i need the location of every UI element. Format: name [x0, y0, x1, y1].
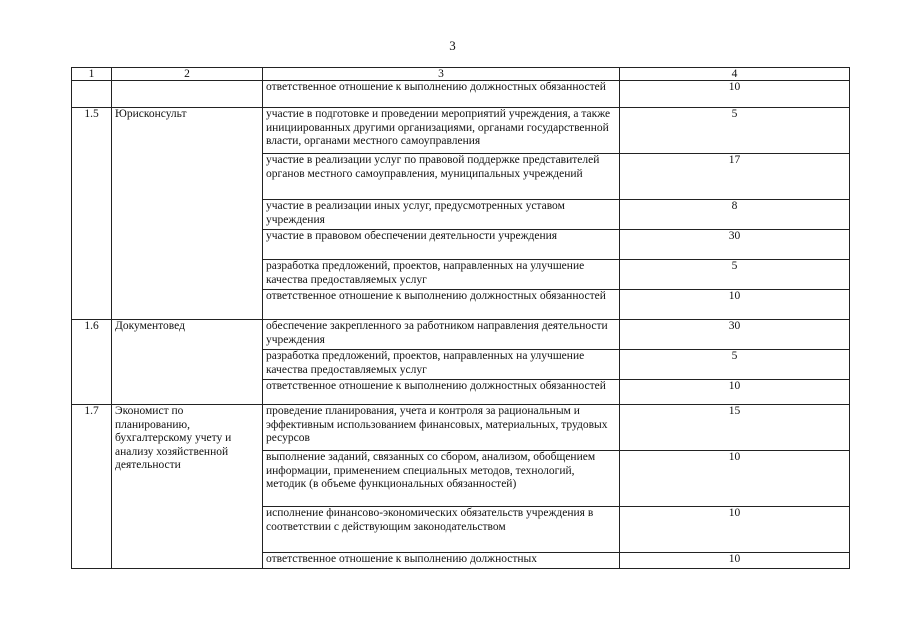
- criterion-text: разработка предложений, проектов, направленных на улучшение качества предоставляемых услуг: [263, 260, 620, 290]
- points-value: 10: [620, 290, 850, 320]
- header-col-2: 2: [112, 68, 263, 81]
- criterion-text: участие в реализации иных услуг, предусмотренных уставом учреждения: [263, 200, 620, 230]
- table-row: [72, 81, 850, 108]
- position-name: Юрисконсульт: [112, 108, 263, 320]
- points-value: 30: [620, 320, 850, 350]
- points-value: 10: [620, 81, 850, 108]
- criterion-text: исполнение финансово-экономических обязательств учреждения в соответствии с действующим законодательством: [263, 507, 620, 553]
- item-number: 1.6: [72, 320, 112, 405]
- position-name: Документовед: [112, 320, 263, 405]
- item-number: 1.7: [72, 405, 112, 569]
- points-value: 10: [620, 451, 850, 507]
- item-number: [72, 81, 112, 108]
- points-value: 15: [620, 405, 850, 451]
- item-number: 1.5: [72, 108, 112, 320]
- criterion-text: участие в правовом обеспечении деятельности учреждения: [263, 230, 620, 260]
- criterion-text: участие в подготовке и проведении мероприятий учреждения, а также инициированных другими организациями, органами государственной власти, органами местного самоуправления: [263, 108, 620, 154]
- table-row: [72, 405, 850, 451]
- criterion-text: разработка предложений, проектов, направленных на улучшение качества предоставляемых услуг: [263, 350, 620, 380]
- header-col-4: 4: [620, 68, 850, 81]
- points-value: 30: [620, 230, 850, 260]
- criteria-table: [71, 67, 850, 569]
- criterion-text: выполнение заданий, связанных со сбором, анализом, обобщением информации, применением специальных методов, технологий, методик (в объеме функциональных обязанностей): [263, 451, 620, 507]
- points-value: 5: [620, 260, 850, 290]
- criterion-text: ответственное отношение к выполнению должностных обязанностей: [263, 81, 620, 108]
- points-value: 17: [620, 154, 850, 200]
- points-value: 10: [620, 507, 850, 553]
- position-name: Экономист по планированию, бухгалтерскому учету и анализу хозяйственной деятельности: [112, 405, 263, 569]
- points-value: 10: [620, 380, 850, 405]
- table-row: [72, 108, 850, 154]
- points-value: 5: [620, 350, 850, 380]
- points-value: 10: [620, 553, 850, 569]
- page-number: 3: [449, 38, 456, 53]
- criterion-text: ответственное отношение к выполнению должностных обязанностей: [263, 290, 620, 320]
- table-header-row: [72, 68, 850, 81]
- criterion-text: ответственное отношение к выполнению должностных: [263, 553, 620, 569]
- points-value: 5: [620, 108, 850, 154]
- table-row: [72, 320, 850, 350]
- criterion-text: участие в реализации услуг по правовой поддержке представителей органов местного самоуправления, муниципальных учреждений: [263, 154, 620, 200]
- position-name: [112, 81, 263, 108]
- criterion-text: ответственное отношение к выполнению должностных обязанностей: [263, 380, 620, 405]
- header-col-1: 1: [72, 68, 112, 81]
- points-value: 8: [620, 200, 850, 230]
- criterion-text: проведение планирования, учета и контроля за рациональным и эффективным использованием финансовых, материальных, трудовых ресурсов: [263, 405, 620, 451]
- criterion-text: обеспечение закрепленного за работником направления деятельности учреждения: [263, 320, 620, 350]
- header-col-3: 3: [263, 68, 620, 81]
